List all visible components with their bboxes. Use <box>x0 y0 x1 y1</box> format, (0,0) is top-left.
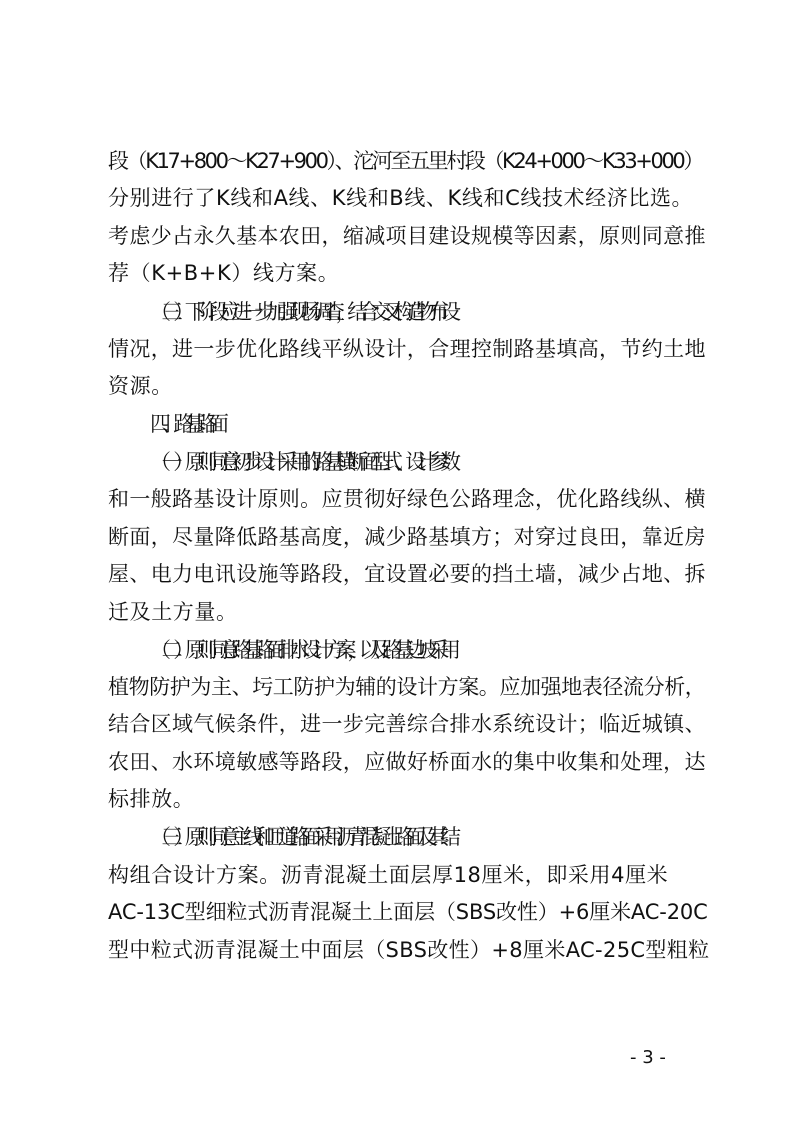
text-line: 标排放。 <box>108 787 195 811</box>
text-line: 构组合设计方案。沥青混凝土面层厚18厘米，即采用4厘米 <box>108 863 669 887</box>
text-line: 和一般路基设计原则。应贯彻好绿色公路理念，优化路线纵、横 <box>108 487 706 511</box>
section-heading: 四、路基路面 <box>150 412 220 436</box>
text-line: 结合区域气候条件，进一步完善综合排水系统设计；临近城镇、 <box>108 712 706 736</box>
text-line: 农田、水环境敏感等路段，应做好桥面水的集中收集和处理，达 <box>108 750 706 774</box>
text-line: 分别进行了K线和A线、K线和B线、K线和C线技术经济比选。 <box>108 186 694 210</box>
text-line: （二）原则同意路基路面排水设计方案，以及路基边坡采用 <box>150 638 452 662</box>
text-line: 屋、电力电讯设施等路段，宜设置必要的挡土墙，减少占地、拆 <box>108 562 706 586</box>
text-line: 植物防护为主、圬工防护为辅的设计方案。应加强地表径流分析， <box>108 675 706 699</box>
text-line: 段（K17+800～K27+900）、沱河至五里村段（K24+000～K33+000） <box>108 149 702 173</box>
page-number: - 3 - <box>630 1047 666 1068</box>
text-line: AC-13C型细粒式沥青混凝土上面层（SBS改性）+6厘米AC-20C <box>108 900 708 924</box>
text-line: 考虑少占永久基本农田，缩减项目建设规模等因素，原则同意推 <box>108 224 706 248</box>
text-line: 迁及土方量。 <box>108 600 238 624</box>
text-line: 荐（K+B+K）线方案。 <box>108 261 340 285</box>
text-line: 情况，进一步优化路线平纵设计，合理控制路基填高，节约土地 <box>108 337 706 361</box>
text-line: （三）原则同意主线和匝道路面采用沥青混凝土路面及其结 <box>150 825 452 849</box>
text-line: 资源。 <box>108 374 173 398</box>
text-line: （三）下阶段应进一步加强现场调查，结合交叉构造物布设 <box>150 300 452 324</box>
text-line: 型中粒式沥青混凝土中面层（SBS改性）+8厘米AC-25C型粗粒 <box>108 938 710 962</box>
text-line: 断面，尽量降低路基高度，减少路基填方；对穿过良田，靠近房 <box>108 525 706 549</box>
text-line: （一）原则同意初步设计采用的路基横断面型式、设计参数 <box>150 450 452 474</box>
